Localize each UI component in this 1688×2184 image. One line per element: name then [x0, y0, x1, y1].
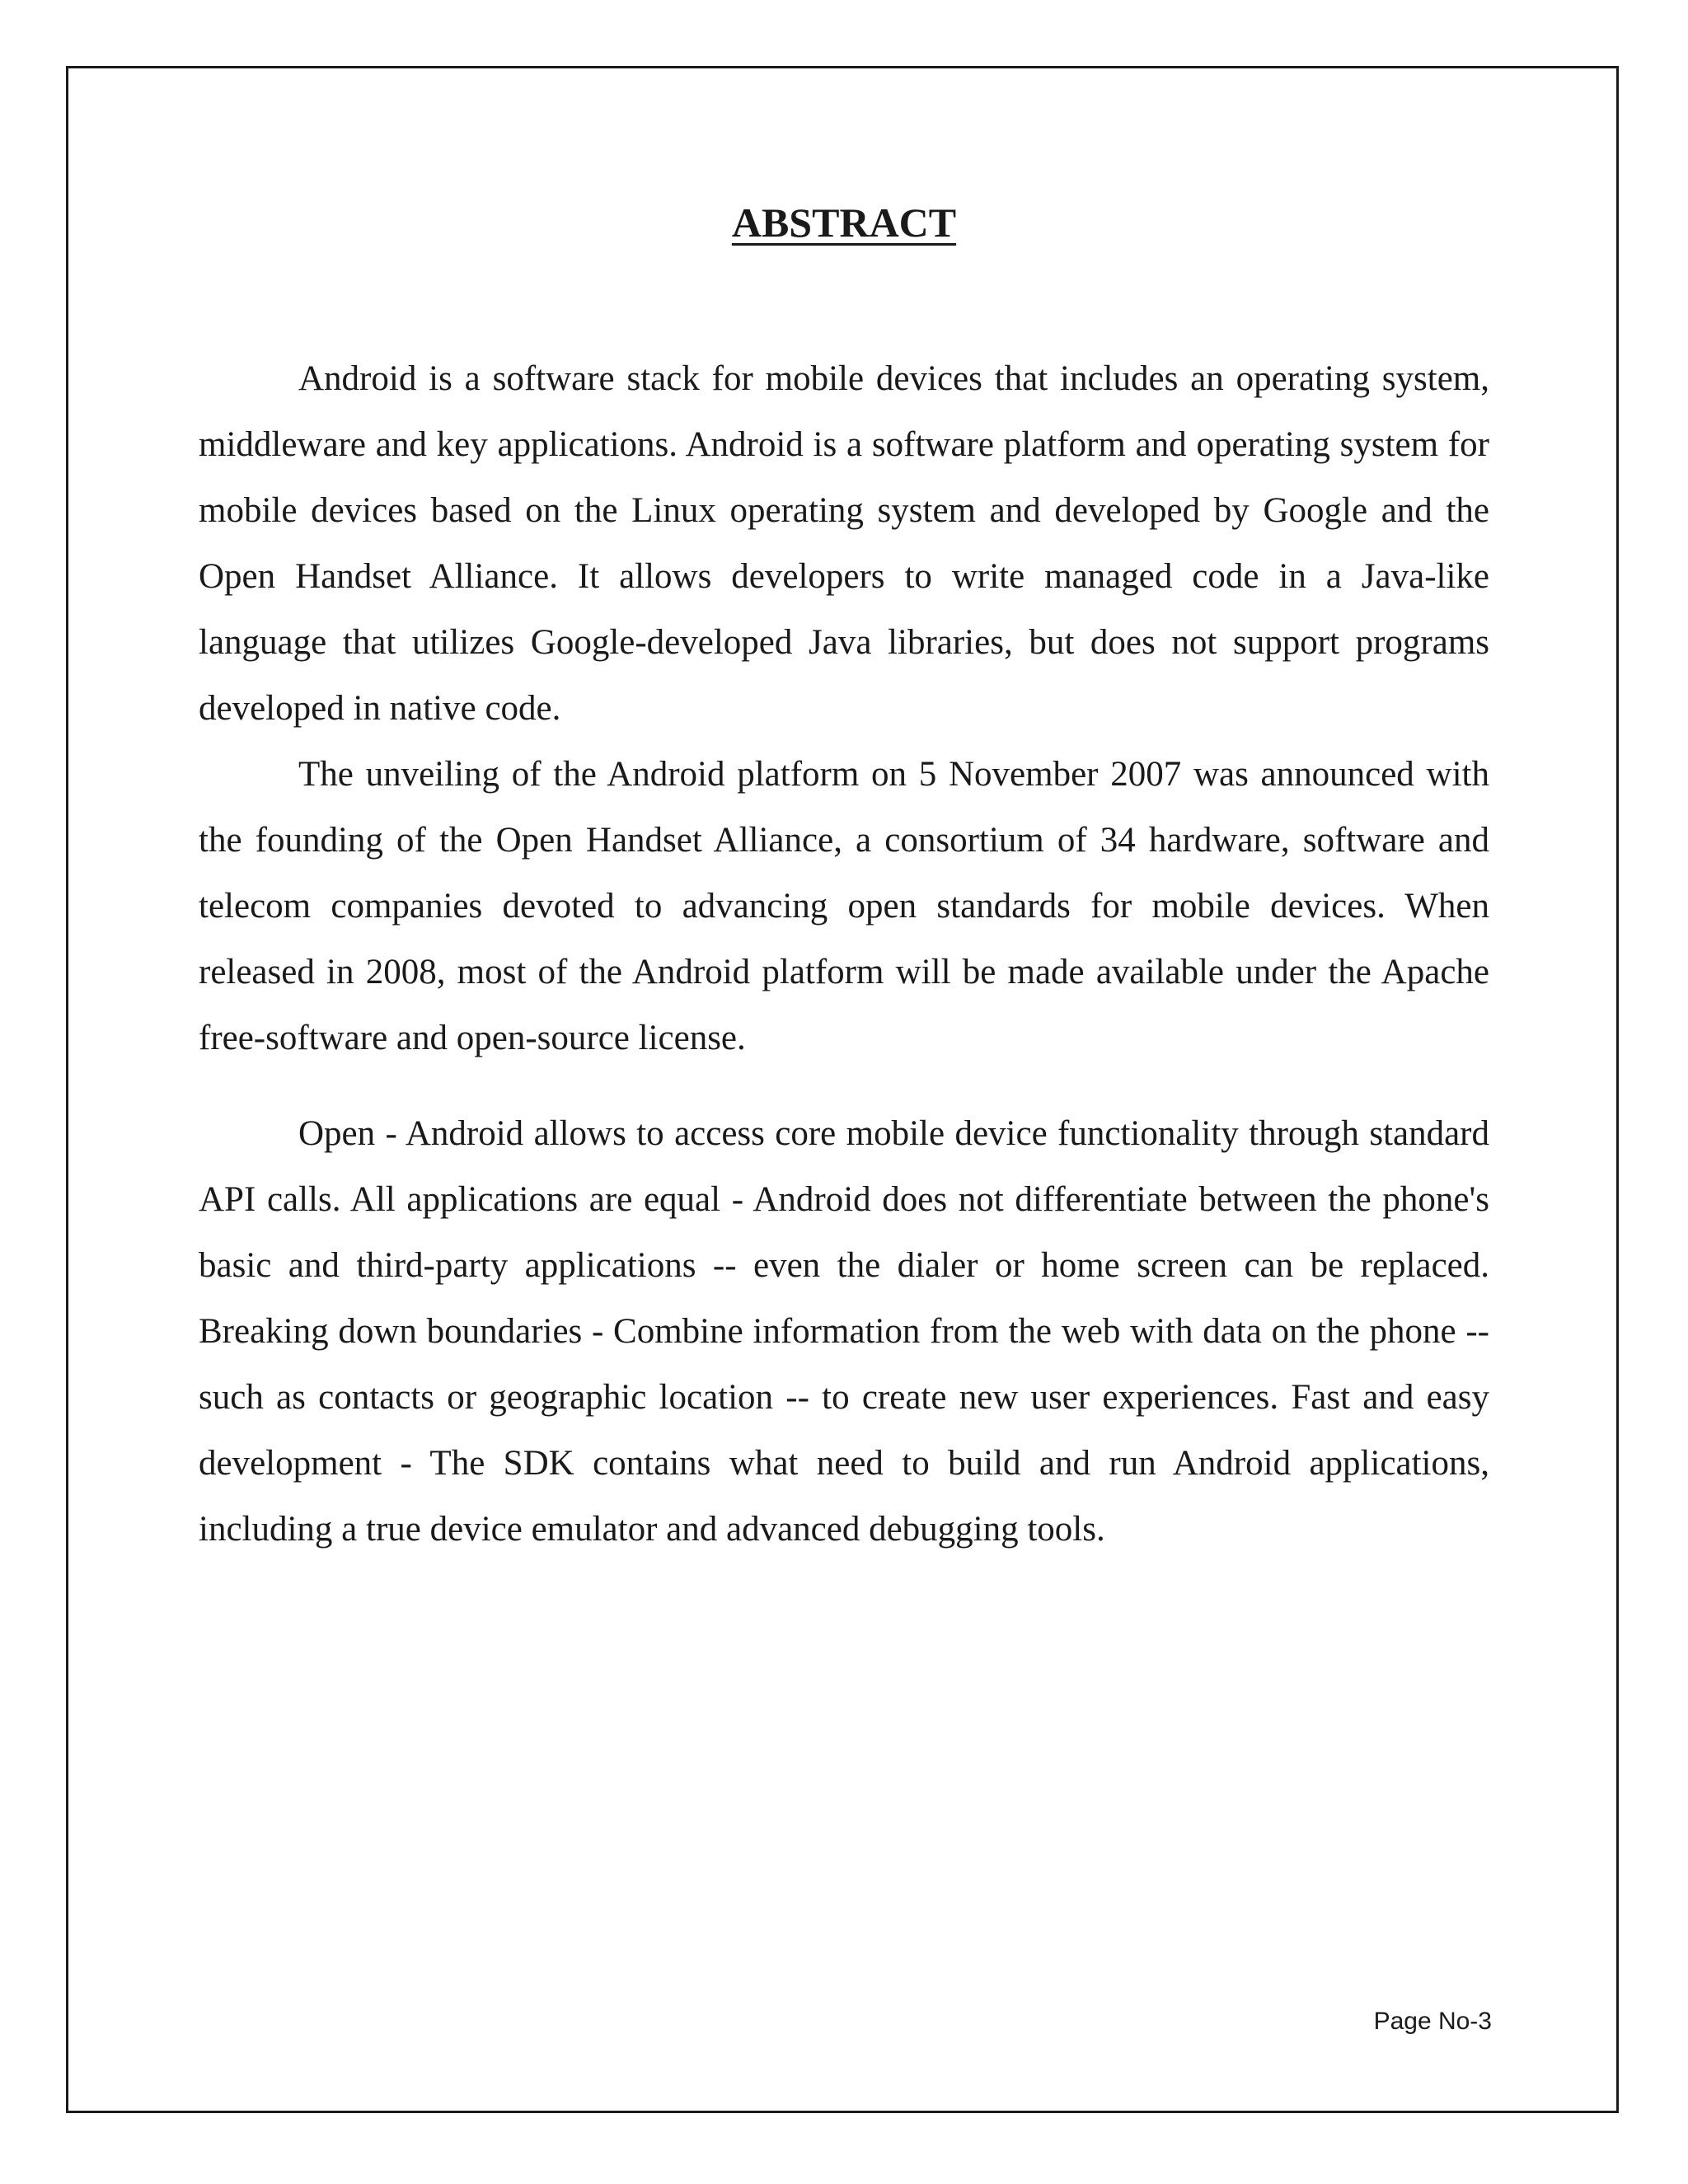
paragraph-intro: Android is a software stack for mobile devices that includes an operating system, middleware and key applications. Android is a software platform and operating system for mobile devices based on the Linux operating system and developed by Google and the Open Handset Alliance. It allows developers to write managed code in a Java-like language that utilizes Google-developed Java libraries, but does not support programs developed in native code. — [199, 359, 1489, 728]
document-body — [199, 198, 1489, 1563]
page-number: Page No-3 — [1373, 2008, 1492, 2035]
paragraph-unveiling: The unveiling of the Android platform on 5 November 2007 was announced with the founding of the Open Handset Alliance, a consortium of 34 hardware, software and telecom companies devoted to advancing open standards for mobile devices. When released in 2008, most of the Android platform will be made available under the Apache free-software and open-source license. — [199, 755, 1489, 1057]
paragraph-features: Open - Android allows to access core mobile device functionality through standard API calls. All applications are equal - Android does not differentiate between the phone's basic and third-party applications -- even the dialer or home screen can be replaced. Breaking down boundaries - Combine information from the web with data on the phone -- such as contacts or geographic location -- to create new user experiences. Fast and easy development - The SDK contains what need to build and run Android applications, including a true device emulator and advanced debugging tools. — [199, 1114, 1489, 1549]
page-title: ABSTRACT — [731, 199, 957, 246]
